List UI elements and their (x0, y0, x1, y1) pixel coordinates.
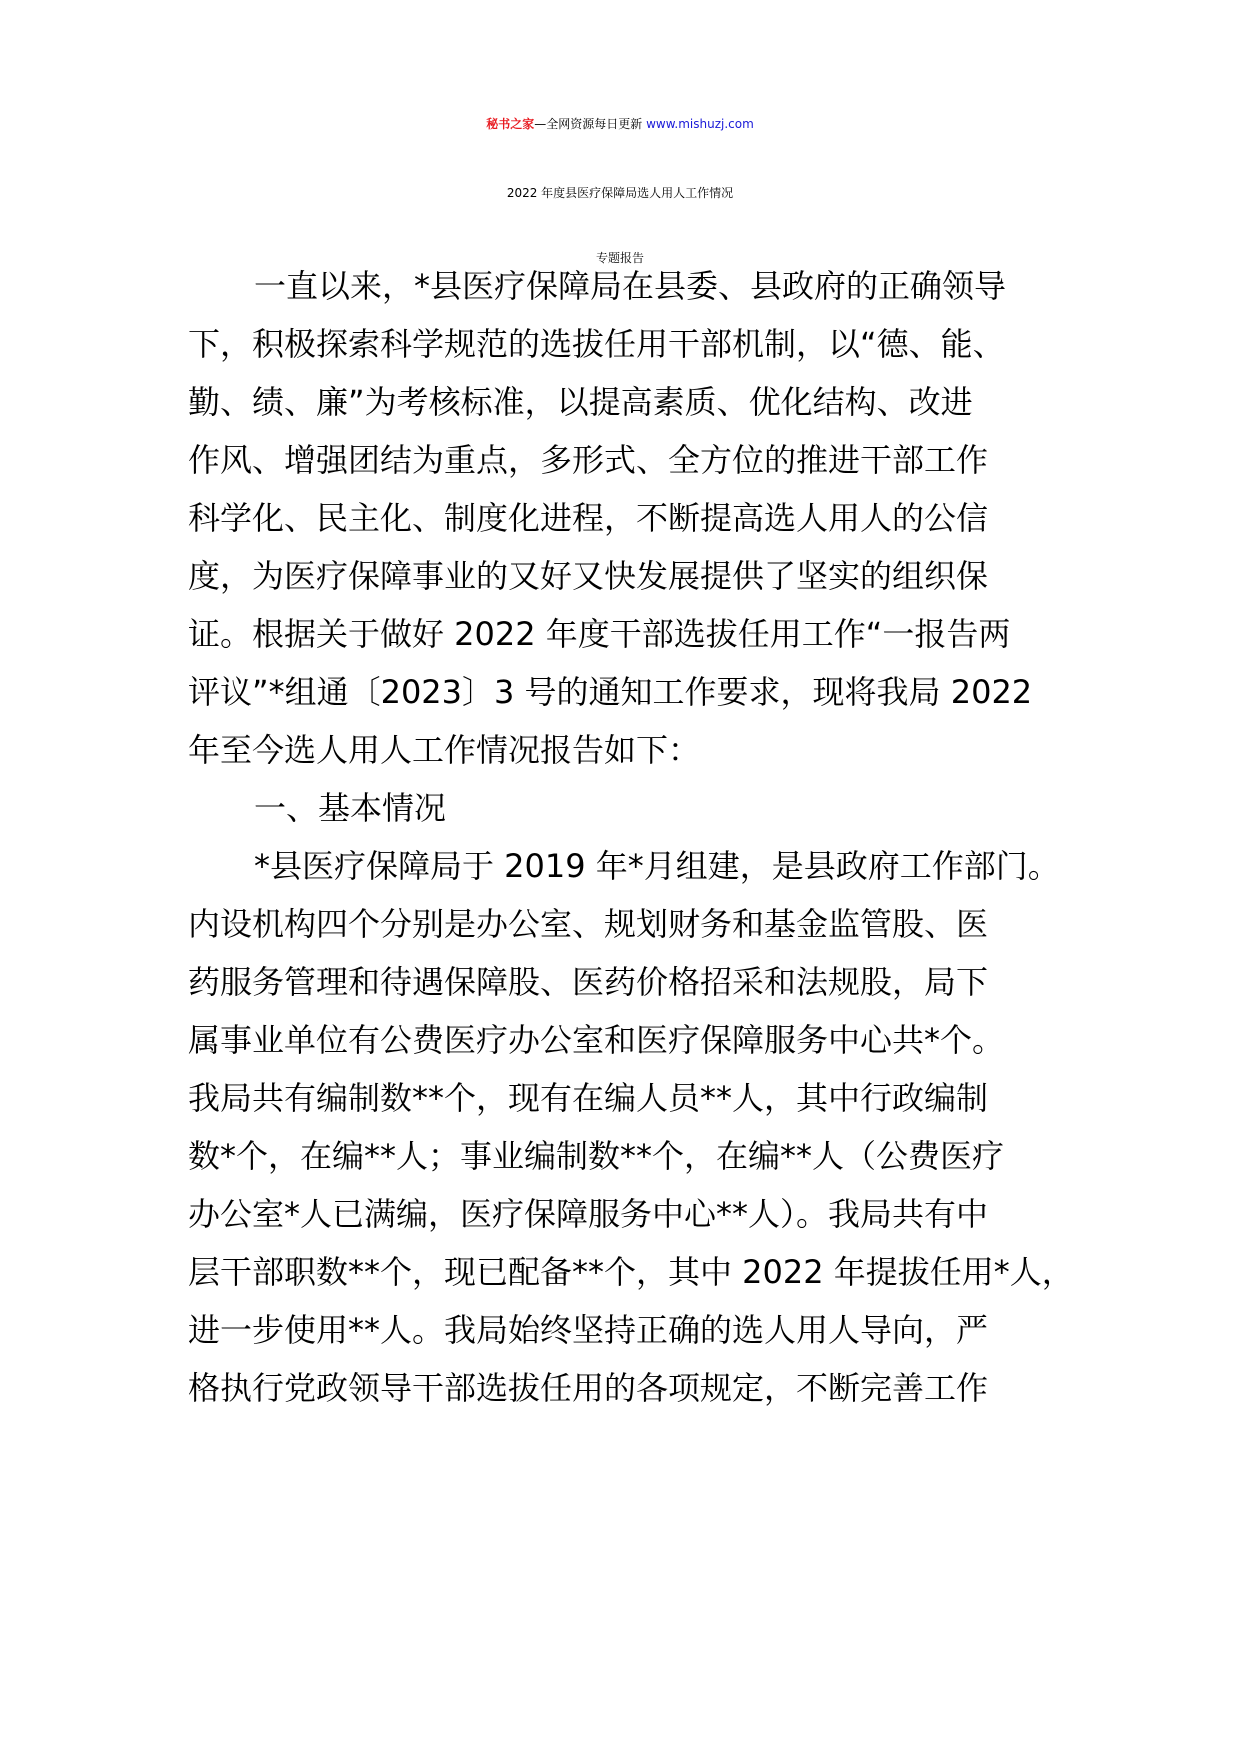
header-tagline: —全网资源每日更新 (534, 117, 643, 131)
paragraph-line: 一直以来，*县医疗保障局在县委、县政府的正确领导 (254, 267, 1007, 305)
paragraph-line: 作风、增强团结为重点，多形式、全方位的推进干部工作 (188, 441, 989, 479)
document-title-line-2: 专题报告 (595, 251, 644, 265)
paragraph-line: 办公室*人已满编，医疗保障服务中心**人）。我局共有中 (188, 1195, 989, 1233)
paragraph-line: 数*个，在编**人；事业编制数**个，在编**人（公费医疗 (188, 1137, 1005, 1175)
paragraph-line: 格执行党政领导干部选拔任用的各项规定，不断完善工作 (188, 1369, 989, 1407)
site-link[interactable]: www.mishuzj.com (646, 117, 754, 131)
paragraph-line: 证。根据关于做好 2022 年度干部选拔任用工作“一报告两 (188, 615, 1011, 653)
paragraph-line: 内设机构四个分别是办公室、规划财务和基金监管股、医 (188, 905, 989, 943)
paragraph-line: 评议”*组通〔2023〕3 号的通知工作要求，现将我局 2022 (188, 673, 1033, 711)
paragraph-line: 科学化、民主化、制度化进程，不断提高选人用人的公信 (188, 499, 989, 537)
paragraph-line: 进一步使用**人。我局始终坚持正确的选人用人导向，严 (188, 1311, 989, 1349)
paragraph-line: 勤、绩、廉”为考核标准，以提高素质、优化结构、改进 (188, 383, 973, 421)
paragraph-line: 层干部职数**个，现已配备**个，其中 2022 年提拔任用*人， (188, 1253, 1074, 1291)
paragraph-line: 下，积极探索科学规范的选拔任用干部机制，以“德、能、 (188, 325, 1005, 363)
site-header (0, 98, 1240, 150)
paragraph-line: 度，为医疗保障事业的又好又快发展提供了坚实的组织保 (188, 557, 989, 595)
paragraph-line: 我局共有编制数**个，现有在编人员**人，其中行政编制 (188, 1079, 989, 1117)
brand-name: 秘书之家 (486, 117, 535, 131)
paragraph-line: 药服务管理和待遇保障股、医药价格招采和法规股，局下 (188, 963, 989, 1001)
paragraph-line: *县医疗保障局于 2019 年*月组建，是县政府工作部门。 (254, 847, 1060, 885)
paragraph-line: 年至今选人用人工作情况报告如下： (188, 731, 701, 769)
document-title-line-1: 2022 年度县医疗保障局选人用人工作情况 (506, 186, 734, 200)
section-heading: 一、基本情况 (254, 789, 447, 827)
paragraph-line: 属事业单位有公费医疗办公室和医疗保障服务中心共*个。 (188, 1021, 1005, 1059)
